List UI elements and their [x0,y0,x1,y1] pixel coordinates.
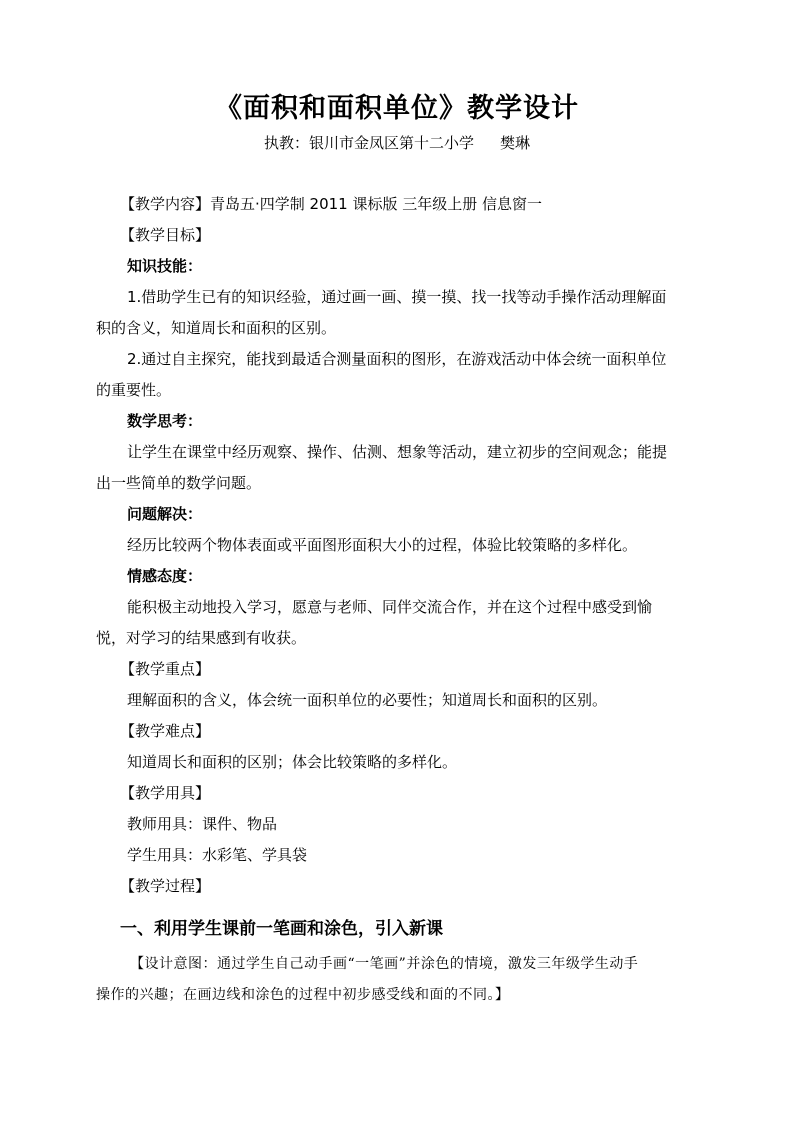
key-text: 理解面积的含义，体会统一面积单位的必要性；知道周长和面积的区别。 [127,691,608,709]
document-title: 《面积和面积单位》教学设计 [215,93,579,124]
process-heading: 【教学过程】 [120,877,211,895]
difficulty-text: 知道周长和面积的区别；体会比较策略的多样化。 [127,753,458,771]
knowledge-heading: 知识技能： [127,257,203,275]
thinking-heading: 数学思考： [127,412,203,430]
thinking-line-1: 让学生在课堂中经历观察、操作、估测、想象等活动，建立初步的空间观念；能提 [127,443,668,461]
teacher-school: 执教：银川市金凤区第十二小学 [263,134,474,152]
problem-text: 经历比较两个物体表面或平面图形面积大小的过程，体验比较策略的多样化。 [127,536,638,554]
key-heading: 【教学重点】 [120,660,211,678]
emotion-heading: 情感态度： [127,567,203,585]
section-1-heading: 一、利用学生课前一笔画和涂色，引入新课 [120,919,443,939]
teacher-name: 樊琳 [500,134,531,152]
knowledge-2-line-2: 的重要性。 [96,381,172,399]
difficulty-heading: 【教学难点】 [120,722,211,740]
emotion-line-2: 悦，对学习的结果感到有收获。 [96,629,307,647]
tools-student: 学生用具：水彩笔、学具袋 [127,846,308,864]
problem-heading: 问题解决： [127,505,203,523]
tools-teacher: 教师用具：课件、物品 [127,815,278,833]
document-subtitle [0,132,794,153]
design-intent-line-1: 【设计意图：通过学生自己动手画“一笔画”并涂色的情境，激发三年级学生动手 [130,956,639,972]
tools-heading: 【教学用具】 [120,784,211,802]
knowledge-1-line-2: 积的含义，知道周长和面积的区别。 [96,319,337,337]
emotion-line-1: 能积极主动地投入学习，愿意与老师、同伴交流合作，并在这个过程中感受到愉 [127,598,653,616]
thinking-line-2: 出一些简单的数学问题。 [96,474,262,492]
goal-heading: 【教学目标】 [120,226,211,244]
knowledge-1-line-1: 1.借助学生已有的知识经验，通过画一画、摸一摸、找一找等动手操作活动理解面 [127,288,667,306]
teaching-content: 【教学内容】青岛五·四学制 2011 课标版 三年级上册 信息窗一 [120,195,543,213]
knowledge-2-line-1: 2.通过自主探究，能找到最适合测量面积的图形，在游戏活动中体会统一面积单位 [127,350,667,368]
design-intent-line-2: 操作的兴趣；在画边线和涂色的过程中初步感受线和面的不同。】 [96,987,510,1003]
